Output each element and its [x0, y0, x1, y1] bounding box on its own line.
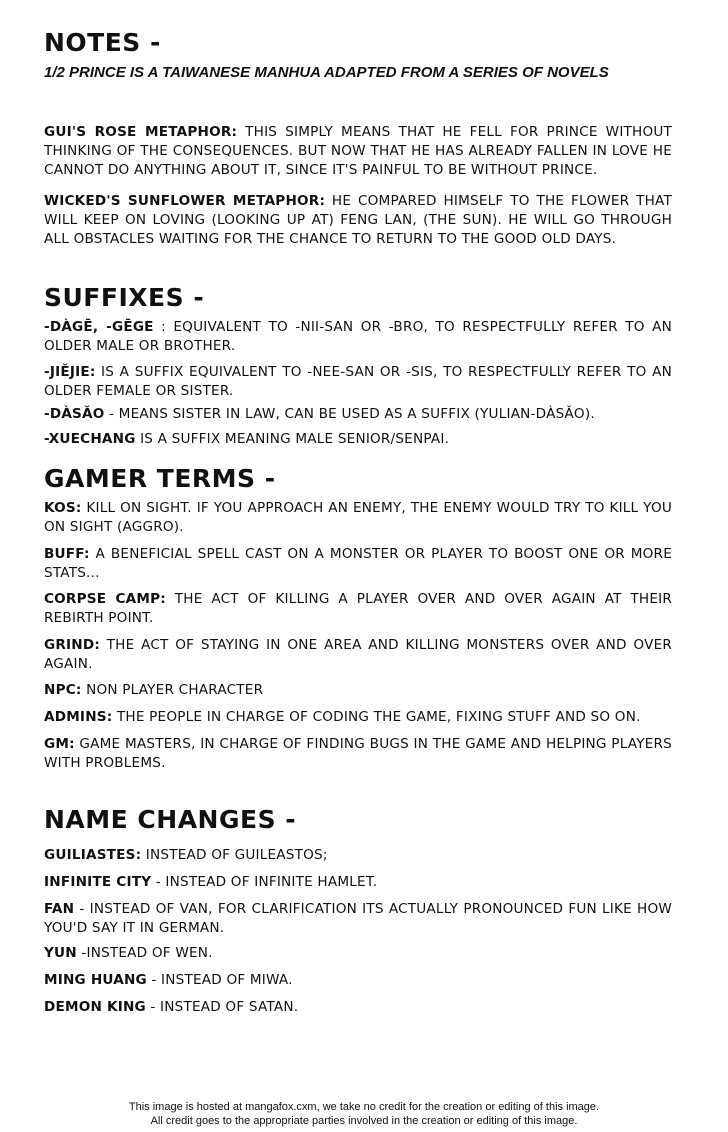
suffix-term: -DÀSǍO — [44, 406, 105, 422]
gamer-item — [44, 545, 672, 583]
notes-intro — [44, 64, 684, 81]
gamer-item — [44, 499, 672, 537]
footer-credit-line-2: All credit goes to the appropriate parties involved in the creation or editing of this image. — [150, 1115, 578, 1127]
name-item — [44, 846, 672, 865]
suffix-term: -DÀGĒ, -GĒGE — [44, 319, 154, 335]
note-item — [44, 123, 672, 180]
name-item — [44, 998, 672, 1017]
gamer-text: THE ACT OF STAYING IN ONE AREA AND KILLING MONSTERS OVER AND OVER AGAIN. — [44, 637, 672, 672]
gamer-item — [44, 681, 672, 700]
gamer-text: NON PLAYER CHARACTER — [81, 682, 264, 698]
gamer-item — [44, 636, 672, 674]
gamer-term: NPC: — [44, 682, 82, 698]
intro-pre: 1/2 PRINCE IS A — [44, 64, 163, 81]
name-text: - INSTEAD OF MIWA. — [146, 972, 293, 988]
name-text: INSTEAD OF GUILEASTOS; — [141, 847, 328, 863]
intro-post: MANHUA ADAPTED FROM A SERIES OF NOVELS — [250, 64, 609, 81]
name-text: - INSTEAD OF SATAN. — [145, 999, 299, 1015]
gamer-text: KILL ON SIGHT. IF YOU APPROACH AN ENEMY, THE ENEMY WOULD TRY TO KILL YOU ON SIGHT (AGGRO). — [44, 500, 672, 535]
suffix-term: -XUECHANG — [44, 431, 136, 447]
gamer-term: GM: — [44, 736, 75, 752]
name-item — [44, 971, 672, 990]
name-term: GUILIASTES: — [44, 847, 142, 863]
suffix-item — [44, 405, 672, 424]
gamer-text: THE ACT OF KILLING A PLAYER OVER AND OVER AGAIN AT THEIR REBIRTH POINT. — [44, 591, 672, 626]
name-term: MING HUANG — [44, 972, 147, 988]
note-text: THIS SIMPLY MEANS THAT HE FELL FOR PRINCE WITHOUT THINKING OF THE CONSEQUENCES. BUT NOW THAT HE HAS ALREADY FALLEN IN LOVE HE CANNOT DO ANYTHING ABOUT IT, SINCE IT'S PAINFUL TO BE WITHOUT PRINCE. — [44, 124, 673, 178]
name-item — [44, 944, 672, 963]
gamer-terms-heading: GAMER TERMS - — [44, 464, 276, 493]
name-term: FAN — [44, 901, 75, 917]
note-item — [44, 192, 672, 249]
name-term: YUN — [44, 945, 77, 961]
gamer-term: BUFF: — [44, 546, 90, 562]
intro-emphasis: TAIWANESE — [162, 64, 251, 81]
name-term: INFINITE CITY — [44, 874, 152, 890]
name-text: - INSTEAD OF VAN, FOR CLARIFICATION ITS ACTUALLY PRONOUNCED FUN LIKE HOW YOU'D SAY IT IN GERMAN. — [44, 901, 672, 936]
gamer-term: KOS: — [44, 500, 82, 516]
name-item — [44, 900, 672, 938]
name-changes-heading: NAME CHANGES - — [44, 805, 297, 834]
name-text: -INSTEAD OF WEN. — [76, 945, 213, 961]
suffix-term: -JIĚJIE: — [44, 364, 96, 380]
suffix-item — [44, 430, 672, 449]
gamer-item — [44, 708, 672, 727]
suffix-text: IS A SUFFIX MEANING MALE SENIOR/SENPAI. — [135, 431, 450, 447]
footer-credit-line-1: This image is hosted at mangafox.cxm, we take no credit for the creation or editing of this image. — [128, 1101, 600, 1113]
gamer-item — [44, 590, 672, 628]
gamer-item — [44, 735, 672, 773]
suffixes-heading: SUFFIXES - — [44, 283, 205, 312]
note-text: HE COMPARED HIMSELF TO THE FLOWER THAT WILL KEEP ON LOVING (LOOKING UP AT) FENG LAN, (THE SUN). HE WILL GO THROUGH ALL OBSTACLES WAITING FOR THE CHANCE TO RETURN TO THE GOOD OLD DAYS. — [44, 193, 672, 247]
gamer-text: A BENEFICIAL SPELL CAST ON A MONSTER OR PLAYER TO BOOST ONE OR MORE STATS... — [44, 546, 672, 581]
suffix-item — [44, 363, 672, 401]
name-term: DEMON KING — [44, 999, 146, 1015]
gamer-term: ADMINS: — [44, 709, 113, 725]
gamer-text: THE PEOPLE IN CHARGE OF CODING THE GAME, FIXING STUFF AND SO ON. — [112, 709, 641, 725]
suffix-text: - MEANS SISTER IN LAW, CAN BE USED AS A SUFFIX (YULIAN-DÀSǍO). — [104, 406, 595, 422]
notes-heading: NOTES - — [44, 28, 161, 57]
gamer-term: GRIND: — [44, 637, 100, 653]
gamer-term: CORPSE CAMP: — [44, 591, 166, 607]
note-term: WICKED'S SUNFLOWER METAPHOR: — [44, 193, 326, 209]
note-term: GUI'S ROSE METAPHOR: — [44, 124, 238, 140]
name-item — [44, 873, 672, 892]
suffix-text: : EQUIVALENT TO -NII-SAN OR -BRO, TO RESPECTFULLY REFER TO AN OLDER MALE OR BROTHER. — [44, 319, 672, 354]
name-text: - INSTEAD OF INFINITE HAMLET. — [151, 874, 378, 890]
gamer-text: GAME MASTERS, IN CHARGE OF FINDING BUGS IN THE GAME AND HELPING PLAYERS WITH PROBLEMS. — [44, 736, 672, 771]
suffix-text: IS A SUFFIX EQUIVALENT TO -NEE-SAN OR -SIS, TO RESPECTFULLY REFER TO AN OLDER FEMALE OR SISTER. — [44, 364, 672, 399]
suffix-item — [44, 318, 672, 356]
